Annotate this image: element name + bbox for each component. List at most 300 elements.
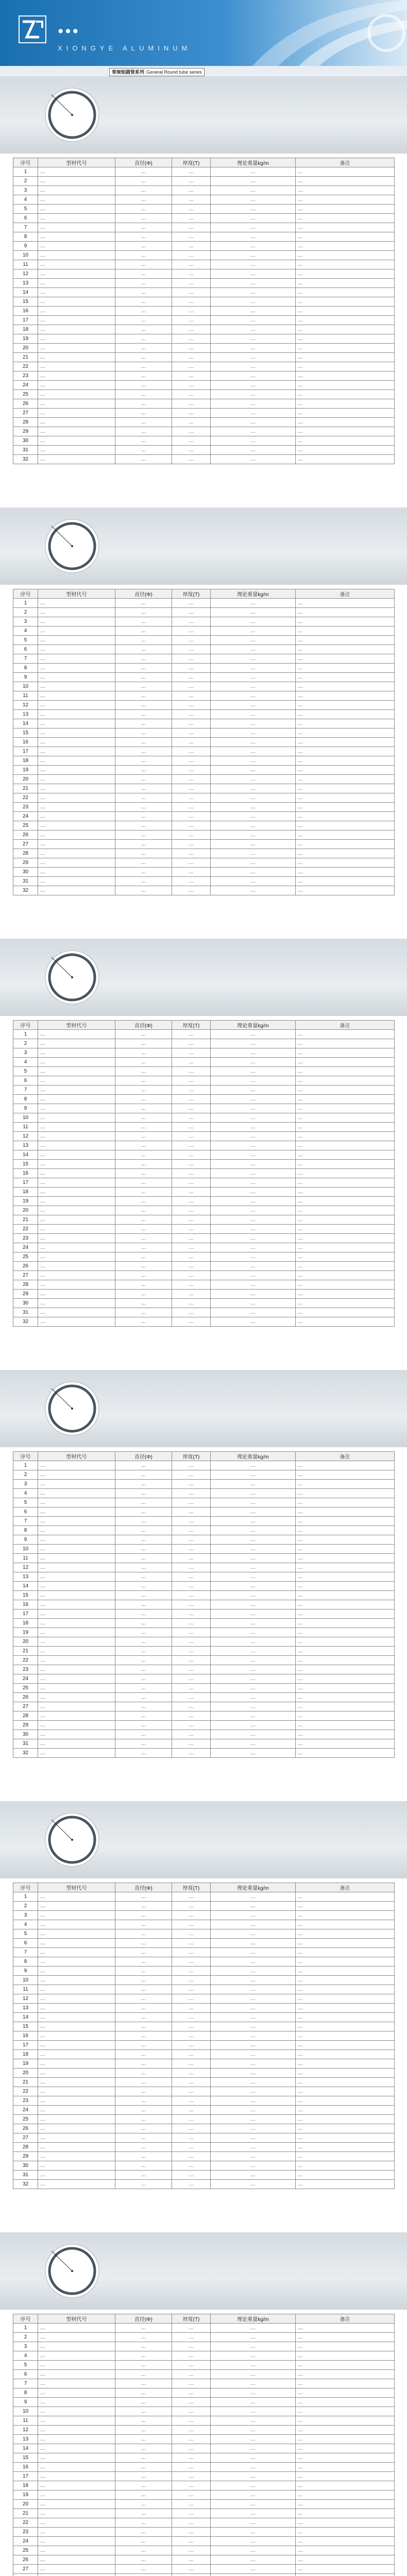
table-cell: … <box>296 728 395 738</box>
table-cell: … <box>115 1563 172 1572</box>
table-cell: 6 <box>13 2370 38 2379</box>
table-cell: 28 <box>13 849 38 858</box>
table-cell: … <box>115 2133 172 2143</box>
table-cell <box>38 2574 115 2576</box>
table-cell: … <box>38 2407 115 2416</box>
table-cell: 4 <box>13 1489 38 1498</box>
table-cell: … <box>211 738 296 747</box>
table-cell: … <box>172 2481 211 2490</box>
table-cell: … <box>38 2180 115 2189</box>
table-cell: … <box>211 2490 296 2500</box>
table-cell: … <box>211 1067 296 1076</box>
table-cell: … <box>115 1929 172 1939</box>
table-row <box>13 2565 395 2574</box>
table-cell: … <box>172 738 211 747</box>
table-row <box>13 673 395 682</box>
table-cell: 16 <box>13 2463 38 2472</box>
table-row <box>13 455 395 464</box>
table-cell: … <box>296 1967 395 1976</box>
table-cell: … <box>115 1739 172 1749</box>
table-cell: … <box>38 1507 115 1517</box>
table-cell: … <box>115 2180 172 2189</box>
table-cell: … <box>172 1498 211 1507</box>
table-row <box>13 2379 395 2388</box>
table-cell: … <box>115 1517 172 1526</box>
table-cell: 9 <box>13 673 38 682</box>
table-cell: … <box>211 205 296 214</box>
table-cell: … <box>296 2407 395 2416</box>
table-cell: … <box>211 2407 296 2416</box>
table-cell: … <box>211 1739 296 1749</box>
table-cell: … <box>172 260 211 269</box>
table-cell: … <box>115 307 172 316</box>
table-cell: … <box>172 214 211 223</box>
table-cell: 20 <box>13 344 38 353</box>
column-header: 理论重量kg/m <box>211 1452 296 1461</box>
column-header: 序号 <box>13 1021 38 1030</box>
table-row <box>13 2180 395 2189</box>
table-cell: 15 <box>13 1591 38 1600</box>
table-cell: … <box>172 2426 211 2435</box>
table-row <box>13 1252 395 1262</box>
table-cell: … <box>296 2333 395 2342</box>
table-row <box>13 1048 395 1058</box>
table-cell: … <box>296 599 395 608</box>
table-cell: … <box>115 1749 172 1758</box>
table-cell: … <box>172 617 211 626</box>
table-cell: … <box>211 1461 296 1470</box>
table-cell: … <box>38 1234 115 1243</box>
table-cell: … <box>296 2069 395 2078</box>
table-cell: … <box>172 1480 211 1489</box>
table-cell: … <box>296 738 395 747</box>
table-cell: … <box>296 399 395 409</box>
table-cell: … <box>172 2537 211 2546</box>
table-row <box>13 636 395 645</box>
table-header-row <box>13 1452 395 1461</box>
table-cell: … <box>172 1160 211 1169</box>
table-row <box>13 1572 395 1582</box>
table-cell: … <box>38 1290 115 1299</box>
table-cell: … <box>115 381 172 390</box>
table-cell: … <box>172 334 211 344</box>
table-cell: … <box>115 2407 172 2416</box>
table-cell: … <box>211 2133 296 2143</box>
table-cell: … <box>172 2453 211 2463</box>
table-row <box>13 381 395 390</box>
table-row <box>13 2342 395 2351</box>
table-cell: 3 <box>13 1480 38 1489</box>
table-cell: … <box>172 205 211 214</box>
table-row <box>13 1470 395 1480</box>
table-cell: … <box>211 599 296 608</box>
table-header-row <box>13 158 395 167</box>
table-cell: 24 <box>13 2106 38 2115</box>
table-cell: … <box>38 1656 115 1665</box>
table-cell: 27 <box>13 2133 38 2143</box>
table-cell: … <box>172 2435 211 2444</box>
table-cell: … <box>38 2518 115 2528</box>
table-cell: … <box>38 1929 115 1939</box>
table-cell: 10 <box>13 251 38 260</box>
table-cell <box>13 2574 38 2576</box>
table-cell: … <box>296 1674 395 1684</box>
table-cell: … <box>172 1976 211 1985</box>
table-cell: 12 <box>13 1994 38 2004</box>
series-title-zh: 常规铝圆管系列 <box>112 70 145 75</box>
table-cell: … <box>296 2463 395 2472</box>
table-cell: … <box>296 756 395 766</box>
table-cell: … <box>211 2050 296 2059</box>
table-cell: … <box>211 260 296 269</box>
table-cell: … <box>172 710 211 719</box>
table-cell: … <box>115 2087 172 2096</box>
tube-profile-icon <box>0 507 144 585</box>
table-row <box>13 2463 395 2472</box>
table-cell: … <box>211 1215 296 1225</box>
table-cell: … <box>211 1132 296 1141</box>
table-cell: … <box>115 636 172 645</box>
table-cell: … <box>172 654 211 664</box>
table-cell: … <box>115 673 172 682</box>
table-row <box>13 2041 395 2050</box>
table-cell: … <box>296 446 395 455</box>
table-cell: … <box>211 1526 296 1535</box>
table-cell: … <box>296 2500 395 2509</box>
table-cell: … <box>38 1123 115 1132</box>
table-cell: … <box>211 747 296 756</box>
table-cell: … <box>211 2004 296 2013</box>
table-cell: … <box>211 2152 296 2161</box>
table-cell: … <box>211 1591 296 1600</box>
table-cell: 17 <box>13 1178 38 1188</box>
column-header: 理论重量kg/m <box>211 158 296 167</box>
table-cell: … <box>115 1067 172 1076</box>
table-cell: … <box>38 1628 115 1637</box>
table-cell: 9 <box>13 242 38 251</box>
table-cell: … <box>38 2115 115 2124</box>
table-cell: … <box>172 2171 211 2180</box>
table-cell: … <box>211 1976 296 1985</box>
table-cell: … <box>211 1609 296 1619</box>
table-cell: … <box>296 803 395 812</box>
table-cell: 10 <box>13 2407 38 2416</box>
table-cell: 13 <box>13 2004 38 2013</box>
table-cell: … <box>38 858 115 868</box>
table-cell: … <box>172 2106 211 2115</box>
table-row <box>13 2444 395 2453</box>
table-cell: … <box>115 2435 172 2444</box>
table-cell: … <box>115 1582 172 1591</box>
table-row <box>13 793 395 803</box>
table-cell: … <box>38 1739 115 1749</box>
table-cell: … <box>211 2013 296 2022</box>
table-cell: … <box>115 2453 172 2463</box>
table-cell: … <box>38 1535 115 1545</box>
table-cell: … <box>38 1104 115 1113</box>
table-cell: 31 <box>13 1308 38 1317</box>
table-cell: … <box>172 1929 211 1939</box>
table-row <box>13 399 395 409</box>
table-row <box>13 2133 395 2143</box>
table-row <box>13 1058 395 1067</box>
table-row <box>13 2426 395 2435</box>
table-cell: … <box>115 186 172 195</box>
table-cell: … <box>38 756 115 766</box>
table-cell: … <box>296 1545 395 1554</box>
table-cell: … <box>115 1591 172 1600</box>
column-header: 型材代号 <box>38 1021 115 1030</box>
table-cell: … <box>38 784 115 793</box>
table-row <box>13 288 395 297</box>
table-cell: … <box>296 1243 395 1252</box>
table-cell: … <box>115 1619 172 1628</box>
spec-table <box>13 158 395 464</box>
table-cell: … <box>38 446 115 455</box>
table-cell: … <box>115 2565 172 2574</box>
table-cell: … <box>211 868 296 877</box>
table-cell: … <box>296 1498 395 1507</box>
table-cell: … <box>296 297 395 307</box>
table-cell: … <box>211 418 296 427</box>
table-row <box>13 2096 395 2106</box>
table-cell: 22 <box>13 793 38 803</box>
table-cell: … <box>115 2342 172 2351</box>
table-cell: … <box>115 2069 172 2078</box>
table-row <box>13 2143 395 2152</box>
table-cell: … <box>211 2398 296 2407</box>
column-header: 厚度(T) <box>172 1883 211 1892</box>
table-cell: … <box>172 719 211 728</box>
table-cell: … <box>38 2152 115 2161</box>
table-cell: … <box>172 2500 211 2509</box>
table-cell: 28 <box>13 1711 38 1721</box>
table-cell: … <box>38 608 115 617</box>
table-cell: … <box>38 2565 115 2574</box>
table-row <box>13 307 395 316</box>
table-cell: 18 <box>13 2481 38 2490</box>
table-cell: … <box>211 701 296 710</box>
table-cell: 31 <box>13 2171 38 2180</box>
table-cell: 23 <box>13 1665 38 1674</box>
table-cell: … <box>172 288 211 297</box>
tube-profile-icon <box>0 1801 144 1878</box>
table-cell: … <box>211 2171 296 2180</box>
table-header-row <box>13 1021 395 1030</box>
table-cell: … <box>296 1985 395 1994</box>
table-cell: 15 <box>13 297 38 307</box>
table-cell: … <box>115 2096 172 2106</box>
table-cell: … <box>172 1252 211 1262</box>
table-cell: … <box>115 1123 172 1132</box>
table-cell: … <box>38 2161 115 2171</box>
table-cell: … <box>38 2528 115 2537</box>
table-cell: … <box>115 2161 172 2171</box>
table-cell: … <box>115 446 172 455</box>
table-cell: 29 <box>13 427 38 436</box>
table-row <box>13 2078 395 2087</box>
table-cell: … <box>172 1911 211 1920</box>
table-cell: … <box>115 1197 172 1206</box>
table-cell: … <box>296 1141 395 1150</box>
table-row <box>13 1637 395 1647</box>
table-cell: … <box>38 2490 115 2500</box>
table-cell: … <box>115 2500 172 2509</box>
table-row <box>13 617 395 626</box>
table-cell: … <box>38 2124 115 2133</box>
table-cell: … <box>296 390 395 399</box>
table-cell: … <box>172 2022 211 2031</box>
table-cell: 27 <box>13 840 38 849</box>
table-row <box>13 1308 395 1317</box>
column-header: 序号 <box>13 2314 38 2324</box>
table-cell: … <box>211 1535 296 1545</box>
table-cell: … <box>115 2124 172 2133</box>
table-cell: … <box>172 701 211 710</box>
table-cell: … <box>172 2180 211 2189</box>
table-row <box>13 2537 395 2546</box>
table-cell: … <box>296 362 395 371</box>
table-cell: … <box>296 877 395 886</box>
table-row <box>13 803 395 812</box>
table-cell: … <box>38 334 115 344</box>
table-cell: … <box>296 2453 395 2463</box>
table-cell: … <box>38 297 115 307</box>
table-cell: … <box>38 1095 115 1104</box>
table-cell: … <box>172 2004 211 2013</box>
table-cell: … <box>172 1150 211 1160</box>
table-cell: … <box>172 2555 211 2565</box>
table-cell: 28 <box>13 2143 38 2152</box>
table-cell: … <box>296 2143 395 2152</box>
table-cell: … <box>115 232 172 242</box>
table-cell: … <box>38 664 115 673</box>
table-cell: … <box>172 2444 211 2453</box>
table-cell: 29 <box>13 858 38 868</box>
table-cell: … <box>211 2453 296 2463</box>
table-cell: … <box>211 1048 296 1058</box>
table-cell: … <box>296 2106 395 2115</box>
table-cell: 11 <box>13 1123 38 1132</box>
table-cell: … <box>211 2361 296 2370</box>
table-cell: … <box>296 2342 395 2351</box>
table-cell: … <box>172 418 211 427</box>
table-cell: … <box>38 2370 115 2379</box>
table-cell: … <box>211 1674 296 1684</box>
table-cell: … <box>172 1535 211 1545</box>
table-cell: … <box>38 2416 115 2426</box>
table-cell: … <box>115 1693 172 1702</box>
table-cell: … <box>172 599 211 608</box>
table-cell: … <box>296 1280 395 1290</box>
table-cell: … <box>172 2324 211 2333</box>
table-cell: … <box>211 242 296 251</box>
table-cell: 15 <box>13 1160 38 1169</box>
table-cell: … <box>38 1637 115 1647</box>
table-cell: 24 <box>13 812 38 821</box>
table-cell: … <box>296 334 395 344</box>
table-cell: … <box>38 455 115 464</box>
table-cell: 1 <box>13 1030 38 1039</box>
table-row <box>13 1113 395 1123</box>
table-cell: … <box>172 1545 211 1554</box>
table-row <box>13 738 395 747</box>
table-cell: … <box>211 251 296 260</box>
table-cell: … <box>296 2041 395 2050</box>
table-cell: … <box>172 371 211 381</box>
table-cell: 1 <box>13 2324 38 2333</box>
table-cell: … <box>296 436 395 446</box>
table-cell: … <box>211 2546 296 2555</box>
table-cell: … <box>38 205 115 214</box>
table-row <box>13 2324 395 2333</box>
table-cell: … <box>211 399 296 409</box>
table-cell: 17 <box>13 2472 38 2481</box>
table-cell: … <box>296 858 395 868</box>
table-row <box>13 269 395 279</box>
table-cell: … <box>172 2351 211 2361</box>
table-row <box>13 1086 395 1095</box>
table-cell: 9 <box>13 1104 38 1113</box>
table-cell: … <box>211 1721 296 1730</box>
table-cell: … <box>115 2509 172 2518</box>
table-row <box>13 812 395 821</box>
table-cell: 13 <box>13 2435 38 2444</box>
table-cell: 23 <box>13 2528 38 2537</box>
tube-profile-icon <box>0 2232 144 2310</box>
spec-table <box>13 589 395 895</box>
table-cell: … <box>296 381 395 390</box>
table-cell: … <box>115 251 172 260</box>
table-cell: … <box>296 793 395 803</box>
table-cell: … <box>296 1582 395 1591</box>
table-cell: … <box>172 1554 211 1563</box>
table-row <box>13 710 395 719</box>
table-cell: … <box>38 2143 115 2152</box>
column-header: 直径(Φ) <box>115 158 172 167</box>
table-cell: 30 <box>13 868 38 877</box>
column-header: 型材代号 <box>38 589 115 599</box>
table-cell: … <box>296 664 395 673</box>
table-cell: … <box>296 279 395 288</box>
table-row <box>13 840 395 849</box>
table-cell: … <box>172 691 211 701</box>
table-cell: … <box>38 2398 115 2407</box>
table-cell: 20 <box>13 2500 38 2509</box>
table-cell: … <box>172 886 211 895</box>
table-cell: … <box>211 2416 296 2426</box>
table-cell: … <box>172 2333 211 2342</box>
table-cell: … <box>211 2106 296 2115</box>
table-cell: … <box>115 2416 172 2426</box>
table-cell: … <box>211 1308 296 1317</box>
table-cell: 16 <box>13 307 38 316</box>
table-cell: … <box>172 409 211 418</box>
table-cell: 18 <box>13 756 38 766</box>
table-cell: … <box>296 1461 395 1470</box>
table-cell: … <box>172 167 211 177</box>
table-row <box>13 2059 395 2069</box>
table-row <box>13 353 395 362</box>
table-cell: … <box>115 1911 172 1920</box>
table-cell: … <box>211 1517 296 1526</box>
table-cell: … <box>172 1711 211 1721</box>
table-cell: 18 <box>13 325 38 334</box>
table-cell: … <box>296 1188 395 1197</box>
table-row <box>13 821 395 831</box>
table-row <box>13 1619 395 1628</box>
table-row <box>13 719 395 728</box>
